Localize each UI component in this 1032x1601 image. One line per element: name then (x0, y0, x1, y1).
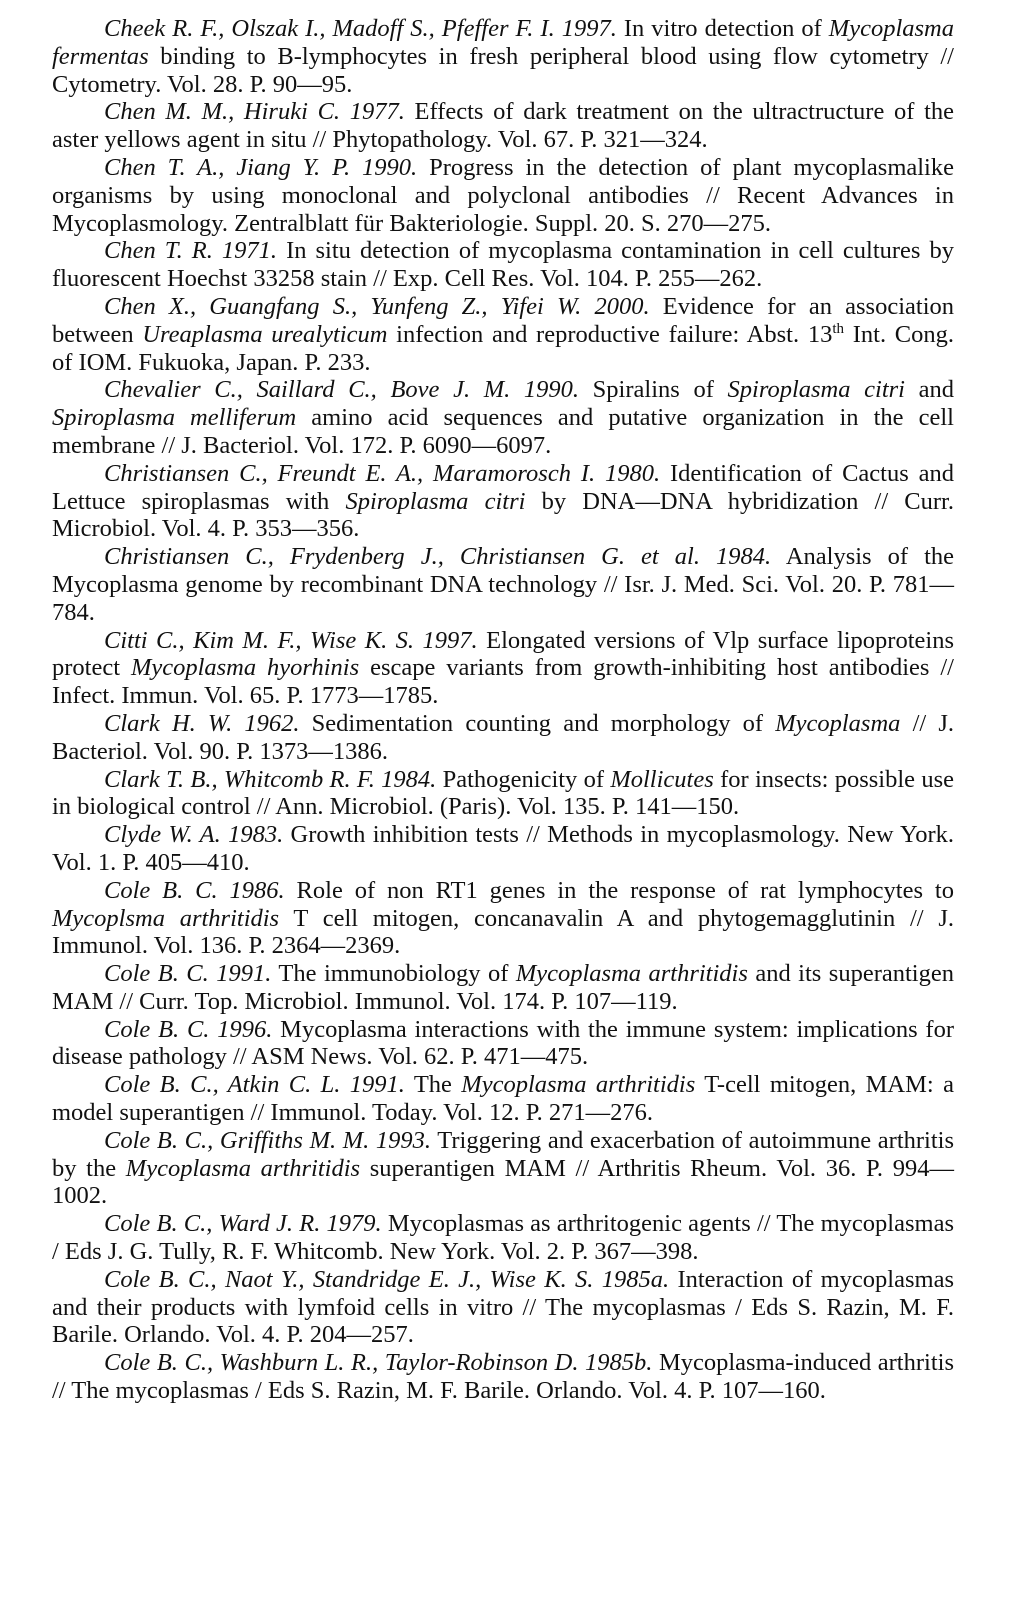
reference-text: T cell mitogen, concanavalin A and phytogemagglutinin // J. Immunol. Vol. 136. P. 2364—2369. (52, 904, 954, 960)
reference-authors-year: Cole B. C., Naot Y., Standridge E. J., Wise K. S. 1985a. (104, 1265, 670, 1293)
reference-entry (52, 1127, 954, 1210)
reference-text: T-cell mitogen, MAM: a model superantigen // Immunol. Today. Vol. 12. P. 271—276. (52, 1071, 954, 1127)
reference-entry (52, 821, 954, 877)
reference-authors-year: Clark H. W. 1962. (104, 709, 300, 737)
reference-entry (52, 1016, 954, 1072)
italic-term: Mollicutes (610, 765, 714, 793)
reference-authors-year: Chen X., Guangfang S., Yunfeng Z., Yifei W. 2000. (104, 292, 650, 320)
italic-term: Mycoplasma hyorhinis (130, 654, 360, 682)
reference-entry (52, 237, 954, 293)
reference-entry (52, 1210, 954, 1266)
reference-authors-year: Chen M. M., Hiruki C. 1977. (104, 98, 405, 126)
reference-text: escape variants from growth-inhibiting host antibodies // Infect. Immun. Vol. 65. P. 1773—1785. (52, 654, 954, 710)
reference-entry (52, 627, 954, 710)
reference-text: Analysis of the Mycoplasma genome by recombinant DNA technology // Isr. J. Med. Sci. Vol. 20. P. 781—784. (52, 543, 954, 626)
italic-term: Mycoplasma fermentas (52, 15, 954, 70)
reference-text: for insects: possible use in biological control // Ann. Microbiol. (Paris). Vol. 135. P. 141—150. (52, 765, 955, 821)
reference-text: Mycoplasma-induced arthritis // The mycoplasmas / Eds S. Razin, M. F. Barile. Orlando. Vol. 4. P. 107—160. (52, 1349, 954, 1405)
reference-text: binding to B-lymphocytes in fresh peripheral blood using flow cytometry // Cytometry. Vol. 28. P. 90—95. (52, 42, 954, 98)
reference-text: Identification of Cactus and Lettuce spiroplasmas with (52, 459, 954, 515)
reference-text: Elongated versions of Vlp surface lipoproteins protect (52, 626, 954, 682)
reference-text: Sedimentation counting and morphology of (299, 709, 776, 737)
reference-text: Progress in the detection of plant mycoplasmalike organisms by using monoclonal and polyclonal antibodies // Recent Advances in Mycoplasmology. Zentralblatt für Bakteriologie. Suppl. 20. S. 270—275. (52, 153, 954, 237)
reference-authors-year: Christiansen C., Freundt E. A., Maramorosch I. 1980. (104, 459, 661, 487)
italic-term: Mycoplasma arthritidis (461, 1071, 696, 1099)
reference-entry (52, 766, 954, 822)
italic-term: Spiroplasma citri (727, 376, 905, 404)
reference-text: Triggering and exacerbation of autoimmune arthritis by the (52, 1126, 954, 1182)
italic-term: Spiroplasma melliferum (52, 404, 297, 432)
reference-entry (52, 15, 954, 98)
reference-entry (52, 543, 954, 626)
reference-text: by DNA—DNA hybridization // Curr. Microbiol. Vol. 4. P. 353—356. (52, 487, 954, 543)
reference-entry (52, 960, 954, 1016)
reference-text: Mycoplasmas as arthritogenic agents // The mycoplasmas / Eds J. G. Tully, R. F. Whitcomb. New York. Vol. 2. P. 367—398. (52, 1210, 954, 1266)
reference-text: Interaction of mycoplasmas and their products with lymfoid cells in vitro // The mycoplasmas / Eds S. Razin, M. F. Barile. Orlando. Vol. 4. P. 204—257. (52, 1265, 954, 1349)
reference-authors-year: Cheek R. F., Olszak I., Madoff S., Pfeffer F. I. 1997. (104, 15, 617, 42)
reference-text: The (404, 1071, 462, 1099)
reference-text: Int. Cong. of IOM. Fukuoka, Japan. P. 233. (52, 320, 955, 376)
italic-term: Mycoplsma arthritidis (52, 904, 280, 932)
reference-entry (52, 1266, 954, 1349)
reference-authors-year: Cole B. C. 1991. (104, 960, 272, 988)
reference-authors-year: Chevalier C., Saillard C., Bove J. M. 1990. (104, 376, 580, 404)
reference-text: Mycoplasma interactions with the immune system: implications for disease pathology // ASM News. Vol. 62. P. 471—475. (52, 1015, 954, 1071)
italic-term: Spiroplasma citri (345, 487, 526, 515)
reference-entry (52, 1349, 954, 1405)
reference-entry (52, 1071, 954, 1127)
reference-entry (52, 376, 954, 459)
reference-authors-year: Clark T. B., Whitcomb R. F. 1984. (104, 765, 437, 793)
italic-term: Ureaplasma urealyticum (142, 320, 388, 348)
reference-text: and (904, 376, 954, 404)
reference-text: In vitro detection of (616, 15, 829, 42)
italic-term: Mycoplasma arthritidis (125, 1154, 361, 1182)
reference-text: // J. Bacteriol. Vol. 90. P. 1373—1386. (52, 709, 954, 765)
reference-authors-year: Cole B. C. 1996. (104, 1015, 273, 1043)
italic-term: Mycoplasma arthritidis (515, 960, 748, 988)
reference-text: In situ detection of mycoplasma contamination in cell cultures by fluorescent Hoechst 33258 stain // Exp. Cell Res. Vol. 104. P. 255—262. (52, 237, 954, 293)
reference-authors-year: Christiansen C., Frydenberg J., Christiansen G. et al. 1984. (104, 543, 772, 571)
reference-entry (52, 98, 954, 154)
reference-authors-year: Cole B. C., Atkin C. L. 1991. (104, 1071, 405, 1099)
reference-authors-year: Chen T. R. 1971. (104, 237, 278, 265)
reference-text: Role of non RT1 genes in the response of rat lymphocytes to (284, 876, 954, 904)
superscript-text: th (832, 320, 844, 337)
reference-text: amino acid sequences and putative organization in the cell membrane // J. Bacteriol. Vol. 172. P. 6090—6097. (52, 404, 954, 459)
reference-text: Spiralins of (579, 376, 728, 404)
reference-authors-year: Clyde W. A. 1983. (104, 821, 284, 849)
reference-text: The immunobiology of (271, 960, 516, 988)
reference-authors-year: Citti C., Kim M. F., Wise K. S. 1997. (104, 626, 478, 654)
reference-entry (52, 710, 954, 766)
reference-text: and its superantigen MAM // Curr. Top. Microbiol. Immunol. Vol. 174. P. 107—119. (52, 960, 954, 1015)
reference-text: superantigen MAM // Arthritis Rheum. Vol. 36. P. 994—1002. (52, 1154, 954, 1210)
reference-text: Growth inhibition tests // Methods in mycoplasmology. New York. Vol. 1. P. 405—410. (52, 821, 954, 876)
reference-authors-year: Cole B. C., Washburn L. R., Taylor-Robinson D. 1985b. (104, 1349, 653, 1377)
reference-text: infection and reproductive failure: Abst. 13 (387, 320, 833, 348)
reference-entry (52, 154, 954, 237)
reference-entry (52, 460, 954, 543)
reference-text: Effects of dark treatment on the ultractructure of the aster yellows agent in situ // Phytopathology. Vol. 67. P. 321—324. (52, 98, 955, 154)
reference-text: Pathogenicity of (436, 765, 611, 793)
reference-authors-year: Chen T. A., Jiang Y. P. 1990. (104, 153, 418, 181)
reference-entry (52, 293, 954, 376)
reference-authors-year: Cole B. C. 1986. (104, 876, 285, 904)
italic-term: Mycoplasma (775, 709, 901, 737)
reference-authors-year: Cole B. C., Ward J. R. 1979. (104, 1210, 382, 1238)
reference-entry (52, 877, 954, 960)
reference-text: Evidence for an association between (52, 292, 954, 348)
reference-authors-year: Cole B. C., Griffiths M. M. 1993. (104, 1126, 432, 1154)
